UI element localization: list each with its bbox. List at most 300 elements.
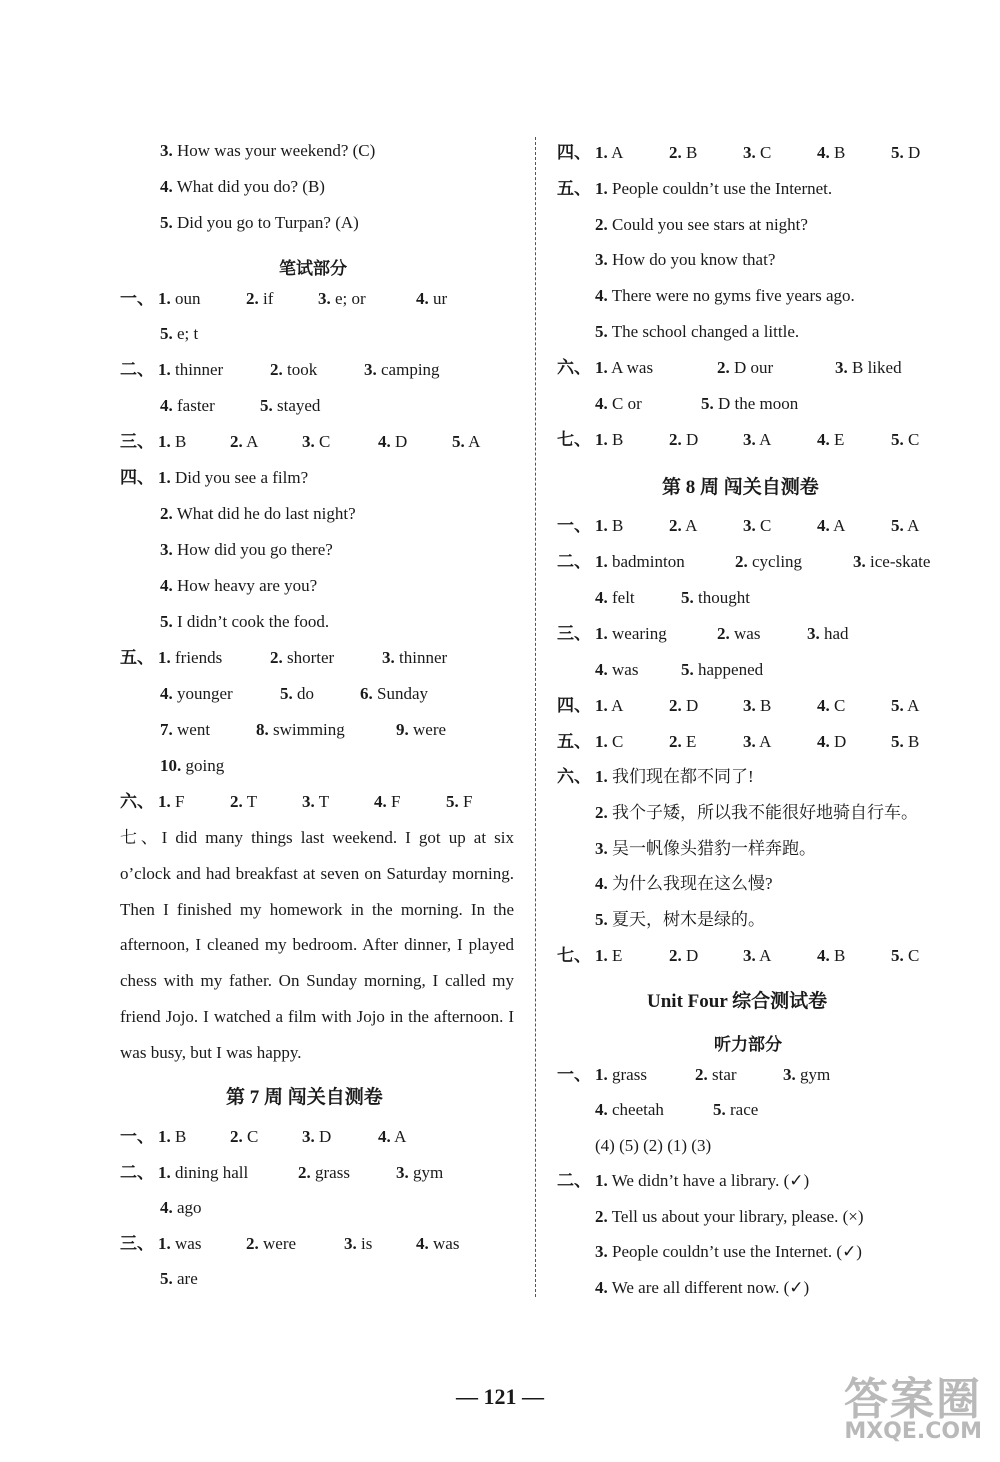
item-answer: B <box>612 430 624 449</box>
answer-item <box>595 393 642 415</box>
item-number: 4. <box>160 684 173 703</box>
answer-item <box>318 288 366 310</box>
item-number: 3. <box>318 289 331 308</box>
item-number: 5. <box>452 432 465 451</box>
answer-item <box>783 1064 830 1086</box>
item-number: 4. <box>595 1100 608 1119</box>
answer-item <box>160 176 325 198</box>
item-number: 3. <box>743 732 756 751</box>
item-answer: How did you go there? <box>177 540 333 559</box>
section-number: 三、 <box>557 624 591 643</box>
item-number: 3. <box>783 1065 796 1084</box>
item-answer: B <box>175 432 187 451</box>
item-number: 5. <box>595 910 608 929</box>
answer-item <box>669 695 698 717</box>
item-answer: going <box>185 756 225 775</box>
item-number: 4. <box>595 1278 608 1297</box>
item-answer: swimming <box>273 720 345 739</box>
item-number: 4. <box>160 177 173 196</box>
answer-item <box>595 142 623 164</box>
answer-item <box>807 623 849 645</box>
item-answer: do <box>297 684 314 703</box>
item-answer: took <box>287 360 318 379</box>
item-number: 2. <box>669 516 682 535</box>
answer-item <box>158 288 201 310</box>
item-number: 1. <box>595 1065 608 1084</box>
answer-item <box>378 1126 406 1148</box>
item-number: 5. <box>713 1100 726 1119</box>
answer-item <box>735 551 802 573</box>
section-number: 二、 <box>557 1171 591 1190</box>
item-answer: were <box>263 1234 297 1253</box>
item-answer: C <box>612 732 624 751</box>
item-answer: C <box>760 143 772 162</box>
answer-item <box>302 1126 331 1148</box>
item-answer: C <box>834 696 846 715</box>
item-answer: are <box>177 1269 198 1288</box>
item-answer: I didn’t cook the food. <box>177 612 330 631</box>
answer-item <box>160 212 359 234</box>
section-number: 一、 <box>120 1127 154 1146</box>
item-answer: E <box>834 430 845 449</box>
item-answer: D <box>686 946 699 965</box>
item-number: 5. <box>160 213 173 232</box>
answer-item <box>595 285 855 307</box>
item-number: 4. <box>817 946 830 965</box>
item-answer: 吴一帆像头猎豹一样奔跑。 <box>612 839 816 858</box>
answer-item <box>160 611 329 633</box>
answer-item <box>713 1099 758 1121</box>
item-number: 2. <box>669 143 682 162</box>
answer-item <box>681 587 750 609</box>
answer-item <box>669 142 697 164</box>
item-answer: B <box>760 696 772 715</box>
answer-item <box>280 683 314 705</box>
item-answer: thinner <box>175 360 224 379</box>
answer-item <box>396 719 446 741</box>
answer-item <box>891 515 919 537</box>
section-number: 三、 <box>120 1234 154 1253</box>
item-answer: People couldn’t use the Internet. <box>612 179 833 198</box>
item-number: 1. <box>158 1163 171 1182</box>
answer-item <box>360 683 428 705</box>
item-answer: B liked <box>852 358 902 377</box>
item-number: 2. <box>669 696 682 715</box>
item-number: 2. <box>735 552 748 571</box>
section-number: 一、 <box>557 1065 591 1084</box>
answer-item <box>595 429 623 451</box>
item-number: 5. <box>280 684 293 703</box>
item-answer: T <box>246 792 258 811</box>
watermark <box>844 1363 982 1444</box>
item-answer: A <box>611 143 624 162</box>
item-number: 5. <box>595 322 608 341</box>
answer-item <box>298 1162 350 1184</box>
answer-item <box>158 1233 201 1255</box>
answer-item <box>160 395 215 417</box>
item-answer: D the moon <box>718 394 799 413</box>
item-answer: What did you do? (B) <box>176 177 325 196</box>
item-number: 1. <box>595 552 608 571</box>
section-heading: Unit Four 综合测试卷 <box>647 991 828 1012</box>
item-answer: younger <box>177 684 233 703</box>
answer-item <box>160 1197 202 1219</box>
item-number: 4. <box>160 1198 173 1217</box>
item-number: 1. <box>158 648 171 667</box>
answer-item <box>595 766 754 788</box>
answer-item <box>344 1233 372 1255</box>
item-answer: People couldn’t use the Internet. (✓) <box>612 1242 862 1261</box>
section-number: 一、 <box>557 516 591 535</box>
answer-item <box>817 731 846 753</box>
answer-item <box>817 695 845 717</box>
item-answer: went <box>177 720 211 739</box>
section-number: 四、 <box>557 143 591 162</box>
section-number: 二、 <box>557 552 591 571</box>
answer-item <box>378 431 407 453</box>
item-number: 1. <box>595 946 608 965</box>
item-number: 5. <box>160 324 173 343</box>
item-number: 2. <box>595 215 608 234</box>
answer-item <box>817 429 844 451</box>
subsection-heading: 听力部分 <box>714 1035 782 1054</box>
answer-item <box>158 791 184 813</box>
item-answer: A <box>907 696 920 715</box>
item-answer: 我个子矮，所以我不能很好地骑自行车。 <box>612 803 918 822</box>
answer-item <box>595 214 808 236</box>
item-answer: C <box>908 430 920 449</box>
section-number: 二、 <box>120 360 154 379</box>
answer-item <box>595 1064 647 1086</box>
item-answer: C <box>319 432 331 451</box>
answer-item <box>669 515 697 537</box>
item-answer: race <box>730 1100 759 1119</box>
item-number: 4. <box>817 732 830 751</box>
item-number: 1. <box>595 358 608 377</box>
answer-item <box>158 467 308 489</box>
item-number: 4. <box>160 396 173 415</box>
item-answer: wearing <box>612 624 667 643</box>
item-number: 2. <box>717 358 730 377</box>
item-number: 1. <box>595 767 608 786</box>
item-number: 1. <box>595 624 608 643</box>
item-number: 2. <box>669 430 682 449</box>
item-answer: A <box>394 1127 407 1146</box>
answer-item <box>817 945 845 967</box>
answer-item <box>302 431 330 453</box>
answer-item <box>701 393 798 415</box>
answer-item <box>695 1064 737 1086</box>
item-answer: We are all different now. (✓) <box>611 1278 810 1297</box>
item-number: 2. <box>595 1207 608 1226</box>
item-number: 5. <box>681 588 694 607</box>
answer-item <box>595 802 918 824</box>
item-number: 4. <box>817 430 830 449</box>
item-number: 3. <box>382 648 395 667</box>
answer-item <box>374 791 400 813</box>
item-answer: B <box>612 516 624 535</box>
watermark-logo: 答案圈 <box>844 1374 982 1425</box>
item-answer: A <box>611 696 624 715</box>
answer-item <box>835 357 902 379</box>
item-answer: What did he do last night? <box>176 504 356 523</box>
answer-item <box>743 731 771 753</box>
item-answer: e; t <box>177 324 199 343</box>
item-number: 4. <box>595 286 608 305</box>
item-answer: were <box>413 720 447 739</box>
item-number: 2. <box>230 792 243 811</box>
item-number: 3. <box>344 1234 357 1253</box>
answer-item <box>230 431 258 453</box>
item-answer: A <box>907 516 920 535</box>
item-number: 7. <box>160 720 173 739</box>
item-number: 5. <box>891 430 904 449</box>
section-number: 一、 <box>120 289 154 308</box>
item-number: 3. <box>160 540 173 559</box>
item-number: 2. <box>270 360 283 379</box>
item-answer: Sunday <box>377 684 428 703</box>
answer-item <box>595 623 667 645</box>
item-number: 4. <box>416 289 429 308</box>
item-answer: was <box>175 1234 202 1253</box>
answer-item <box>595 1241 862 1263</box>
item-number: 3. <box>853 552 866 571</box>
answer-item <box>160 575 317 597</box>
section-heading: 第 8 周 闯关自测卷 <box>662 477 819 498</box>
item-number: 2. <box>246 1234 259 1253</box>
item-number: 1. <box>158 289 171 308</box>
item-answer: Could you see stars at night? <box>612 215 808 234</box>
page-number: — 121 — <box>456 1384 544 1409</box>
item-number: 5. <box>260 396 273 415</box>
item-number: 4. <box>817 143 830 162</box>
answer-item <box>717 623 760 645</box>
item-answer: B <box>175 1127 187 1146</box>
item-number: 1. <box>595 696 608 715</box>
item-number: 2. <box>246 289 259 308</box>
item-number: 4. <box>817 516 830 535</box>
answer-item <box>891 945 919 967</box>
item-answer: The school changed a little. <box>611 322 800 341</box>
item-number: 5. <box>891 946 904 965</box>
item-answer: C <box>760 516 772 535</box>
item-number: 4. <box>374 792 387 811</box>
answer-item <box>382 647 447 669</box>
section-number: 四、 <box>120 468 154 487</box>
item-number: 6. <box>360 684 373 703</box>
item-number: 3. <box>835 358 848 377</box>
answer-item <box>416 1233 459 1255</box>
item-answer: F <box>391 792 401 811</box>
item-answer: T <box>318 792 330 811</box>
answer-item <box>160 1268 198 1290</box>
section-number: 五、 <box>120 648 154 667</box>
item-number: 3. <box>595 1242 608 1261</box>
item-number: 9. <box>396 720 409 739</box>
item-answer: C <box>908 946 920 965</box>
item-answer: 夏天，树木是绿的。 <box>612 910 765 929</box>
answer-item <box>256 719 345 741</box>
item-number: 2. <box>298 1163 311 1182</box>
answer-item <box>717 357 773 379</box>
item-answer: We didn’t have a library. (✓) <box>611 1171 810 1190</box>
item-number: 1. <box>158 432 171 451</box>
item-number: 2. <box>270 648 283 667</box>
item-answer: D our <box>734 358 774 377</box>
answer-item <box>595 1135 711 1157</box>
answer-item <box>595 178 832 200</box>
item-answer: dining hall <box>175 1163 249 1182</box>
answer-item <box>595 659 638 681</box>
answer-item <box>595 515 623 537</box>
item-answer: cycling <box>752 552 803 571</box>
item-number: 2. <box>695 1065 708 1084</box>
answer-item <box>595 838 816 860</box>
item-answer: cheetah <box>612 1100 664 1119</box>
answer-item <box>891 695 919 717</box>
watermark-url: MXQE.COM <box>844 1419 982 1444</box>
item-answer: happened <box>698 660 764 679</box>
item-answer: B <box>834 946 846 965</box>
item-answer: thinner <box>399 648 448 667</box>
item-number: 1. <box>595 1171 608 1190</box>
answer-item <box>669 731 696 753</box>
item-answer: A <box>759 430 772 449</box>
answer-item <box>270 647 334 669</box>
section-number: 六、 <box>557 358 591 377</box>
section-number: 二、 <box>120 1163 154 1182</box>
item-number: 5. <box>701 394 714 413</box>
answer-item <box>158 1126 186 1148</box>
item-answer: 我们现在都不同了! <box>612 767 754 786</box>
answer-item <box>817 142 845 164</box>
paragraph-text: I did many things last weekend. I got up at six o’clock and had breakfast at seven on Saturday morning. Then I finished my homework in the morning. In the afternoon, I cleaned my bedroom. After dinner, I played chess with my father. On Sunday morning, I called my friend Jojo. I watched a film with Jojo in the afternoon. I was busy, but I was happy. <box>120 828 514 1062</box>
item-number: 5. <box>446 792 459 811</box>
paragraph-prefix: 七、 <box>120 828 162 847</box>
item-answer: D <box>686 430 699 449</box>
item-number: 3. <box>595 250 608 269</box>
item-answer: F <box>463 792 473 811</box>
answer-item <box>595 873 773 895</box>
item-number: 4. <box>595 660 608 679</box>
section-number: 七、 <box>557 946 591 965</box>
item-answer: D <box>834 732 847 751</box>
answer-item <box>246 288 273 310</box>
item-number: 5. <box>160 1269 173 1288</box>
answer-item <box>595 695 623 717</box>
item-number: 1. <box>158 468 171 487</box>
answer-item <box>595 945 622 967</box>
section-number: 三、 <box>120 432 154 451</box>
item-answer: if <box>263 289 274 308</box>
item-answer: C <box>247 1127 259 1146</box>
item-number: 5. <box>891 516 904 535</box>
item-number: 1. <box>595 516 608 535</box>
answer-item <box>260 395 320 417</box>
item-answer: A <box>468 432 481 451</box>
item-number: 2. <box>595 803 608 822</box>
item-answer: was <box>734 624 761 643</box>
item-number: 4. <box>378 1127 391 1146</box>
item-answer: badminton <box>612 552 685 571</box>
item-answer: E <box>612 946 623 965</box>
item-number: 3. <box>743 143 756 162</box>
item-number: 2. <box>230 432 243 451</box>
item-number: 4. <box>595 588 608 607</box>
item-answer: A <box>246 432 259 451</box>
section-number: 五、 <box>557 179 591 198</box>
item-answer: D <box>908 143 921 162</box>
answer-item <box>302 791 329 813</box>
answer-item <box>595 1170 809 1192</box>
answer-item <box>160 755 224 777</box>
answer-item <box>817 515 845 537</box>
item-answer: A <box>833 516 846 535</box>
answer-item <box>595 1099 664 1121</box>
answer-item <box>595 909 765 931</box>
item-answer: How heavy are you? <box>177 576 318 595</box>
answer-item <box>160 323 198 345</box>
answer-item <box>158 431 186 453</box>
item-answer: A <box>685 516 698 535</box>
item-answer: ice-skate <box>870 552 931 571</box>
answer-item <box>160 539 333 561</box>
item-answer: D <box>686 696 699 715</box>
item-number: 3. <box>160 141 173 160</box>
item-number: 3. <box>364 360 377 379</box>
section-heading: 第 7 周 闯关自测卷 <box>226 1087 383 1108</box>
item-number: 2. <box>669 732 682 751</box>
item-number: 5. <box>891 732 904 751</box>
item-answer: friends <box>175 648 223 667</box>
answer-item <box>681 659 763 681</box>
item-answer: shorter <box>287 648 335 667</box>
item-answer: is <box>361 1234 373 1253</box>
item-number: 2. <box>669 946 682 965</box>
item-answer: F <box>175 792 185 811</box>
item-number: 1. <box>595 143 608 162</box>
answer-item <box>396 1162 443 1184</box>
item-answer: felt <box>612 588 635 607</box>
item-answer: B <box>686 143 698 162</box>
item-answer: ago <box>177 1198 202 1217</box>
item-number: 5. <box>891 143 904 162</box>
item-answer: There were no gyms five years ago. <box>611 286 855 305</box>
item-answer: Tell us about your library, please. (×) <box>611 1207 864 1226</box>
answer-item <box>364 359 440 381</box>
item-number: 3. <box>743 696 756 715</box>
answer-item <box>743 142 771 164</box>
answer-item <box>669 429 698 451</box>
answer-item <box>160 719 210 741</box>
answer-item <box>853 551 930 573</box>
item-number: 3. <box>302 1127 315 1146</box>
answer-item <box>595 1277 809 1299</box>
answer-item <box>595 731 623 753</box>
answer-item <box>230 791 257 813</box>
item-answer: gym <box>800 1065 831 1084</box>
item-answer: grass <box>315 1163 350 1182</box>
answer-item <box>158 359 223 381</box>
item-number: 5. <box>681 660 694 679</box>
item-number: 1. <box>595 179 608 198</box>
item-answer: oun <box>175 289 201 308</box>
answer-item <box>452 431 480 453</box>
answer-item <box>743 945 771 967</box>
item-number: 2. <box>717 624 730 643</box>
item-answer: D <box>395 432 408 451</box>
answer-item <box>743 695 771 717</box>
